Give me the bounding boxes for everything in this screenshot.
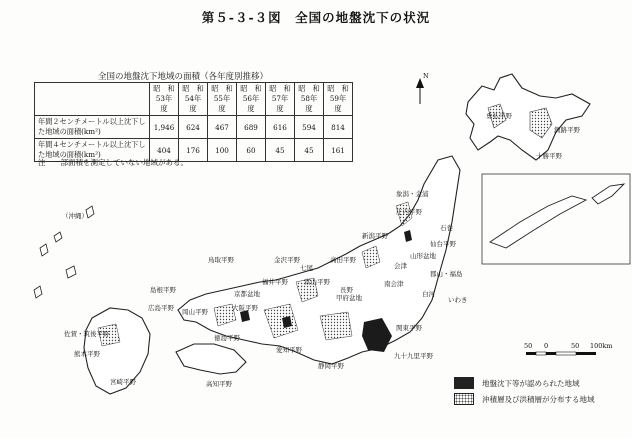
legend-item-subsidence xyxy=(454,377,580,389)
place-label: 山形盆地 xyxy=(410,252,436,260)
place-label: 静岡平野 xyxy=(318,362,344,370)
cell: 45 xyxy=(266,139,295,162)
place-label: 七尾 xyxy=(300,264,313,272)
cell: 45 xyxy=(295,139,324,162)
place-label: 鳥取平野 xyxy=(208,256,234,264)
place-label: 仙台平野 xyxy=(430,240,456,248)
cell: 467 xyxy=(208,116,237,139)
cell: 616 xyxy=(266,116,295,139)
inset-island xyxy=(592,184,624,204)
legend-label: 沖積層及び洪積層が分布する地域 xyxy=(482,394,595,404)
north-label: N xyxy=(423,72,429,80)
place-label: 広島平野 xyxy=(148,304,174,312)
north-arrow xyxy=(416,72,429,104)
place-label: 京都盆地 xyxy=(234,290,260,298)
place-label: 高知平野 xyxy=(206,380,232,388)
legend-label: 地盤沈下等が認められた地域 xyxy=(482,378,580,388)
shikoku-outline xyxy=(176,344,246,374)
col-header: 昭 和 54年度 xyxy=(179,83,208,116)
cell: 1,946 xyxy=(150,116,179,139)
cell: 176 xyxy=(179,139,208,162)
place-label: 岡山平野 xyxy=(182,308,208,316)
cell: 624 xyxy=(179,116,208,139)
place-label: 白河 xyxy=(422,290,435,298)
place-label: 佐賀・筑後平野 xyxy=(64,330,110,338)
cell: 594 xyxy=(295,116,324,139)
table-caption: 全国の地盤沈下地域の面積（各年度別推移） xyxy=(98,72,269,82)
col-header: 昭 和 57年度 xyxy=(266,83,295,116)
place-label: 宮崎平野 xyxy=(110,378,136,386)
inset-island xyxy=(490,196,586,248)
scale-tick: 50 xyxy=(524,342,533,350)
place-label: 十勝平野 xyxy=(536,152,562,160)
cell: 161 xyxy=(324,139,353,162)
okinawa-label: （沖縄） xyxy=(62,212,88,220)
scale-bar xyxy=(524,342,613,355)
place-label: 石巻 xyxy=(440,224,453,232)
table-note: 注 一部面積を測定していない地域がある。 xyxy=(38,158,188,167)
place-label: 象潟・金浦 xyxy=(396,190,429,198)
scale-tick: 50 xyxy=(571,342,580,350)
place-label: 福井平野 xyxy=(262,278,288,286)
cell: 100 xyxy=(208,139,237,162)
place-label: 釧路平野 xyxy=(554,126,580,134)
place-label: 新潟平野 xyxy=(362,232,388,240)
place-label: 島根平野 xyxy=(150,286,176,294)
place-label: 甲府盆地 xyxy=(336,294,362,302)
place-label: 長野 xyxy=(340,286,353,294)
figure-title: 第５-３-３図 全国の地盤沈下の状況 xyxy=(201,10,431,25)
place-label: 愛知平野 xyxy=(276,346,302,354)
place-label: 庄内平野 xyxy=(396,208,422,216)
place-label: 大阪平野 xyxy=(232,304,258,312)
col-header: 昭 和 58年度 xyxy=(295,83,324,116)
legend-item-alluvial xyxy=(454,393,595,405)
scale-tick: 0 xyxy=(544,342,549,350)
row-header: 年間４センチメートル以上沈下した地域の面積(km²) xyxy=(35,139,150,162)
place-label: 関東平野 xyxy=(396,324,422,332)
place-label: いわき xyxy=(448,296,468,304)
place-label: 会津 xyxy=(394,262,407,270)
hokkaido-outline xyxy=(466,74,590,160)
cell: 60 xyxy=(237,139,266,162)
cell: 814 xyxy=(324,116,353,139)
scale-tick: 100km xyxy=(590,342,613,350)
col-header: 昭 和 56年度 xyxy=(237,83,266,116)
cell: 404 xyxy=(150,139,179,162)
row-header: 年間２センチメートル以上沈下した地域の面積(km²) xyxy=(35,116,150,139)
place-label: 九十九里平野 xyxy=(394,352,433,360)
place-label: 熊本平野 xyxy=(74,350,100,358)
cell: 689 xyxy=(237,116,266,139)
place-label: 南会津 xyxy=(384,280,404,288)
col-header: 昭 和 53年度 xyxy=(150,83,179,116)
place-label: 徳島平野 xyxy=(214,334,240,342)
legend-swatch-dark xyxy=(454,377,474,389)
place-label: 富山平野 xyxy=(304,278,330,286)
place-label: 勇払平野 xyxy=(486,112,512,120)
place-label: 高田平野 xyxy=(330,256,356,264)
place-label: 金沢平野 xyxy=(274,256,300,264)
lowland-area xyxy=(320,312,352,340)
col-header: 昭 和 59年度 xyxy=(324,83,353,116)
legend-swatch-dotted xyxy=(454,393,474,405)
place-label: 郡山・福島 xyxy=(430,270,463,278)
col-header: 昭 和 55年度 xyxy=(208,83,237,116)
